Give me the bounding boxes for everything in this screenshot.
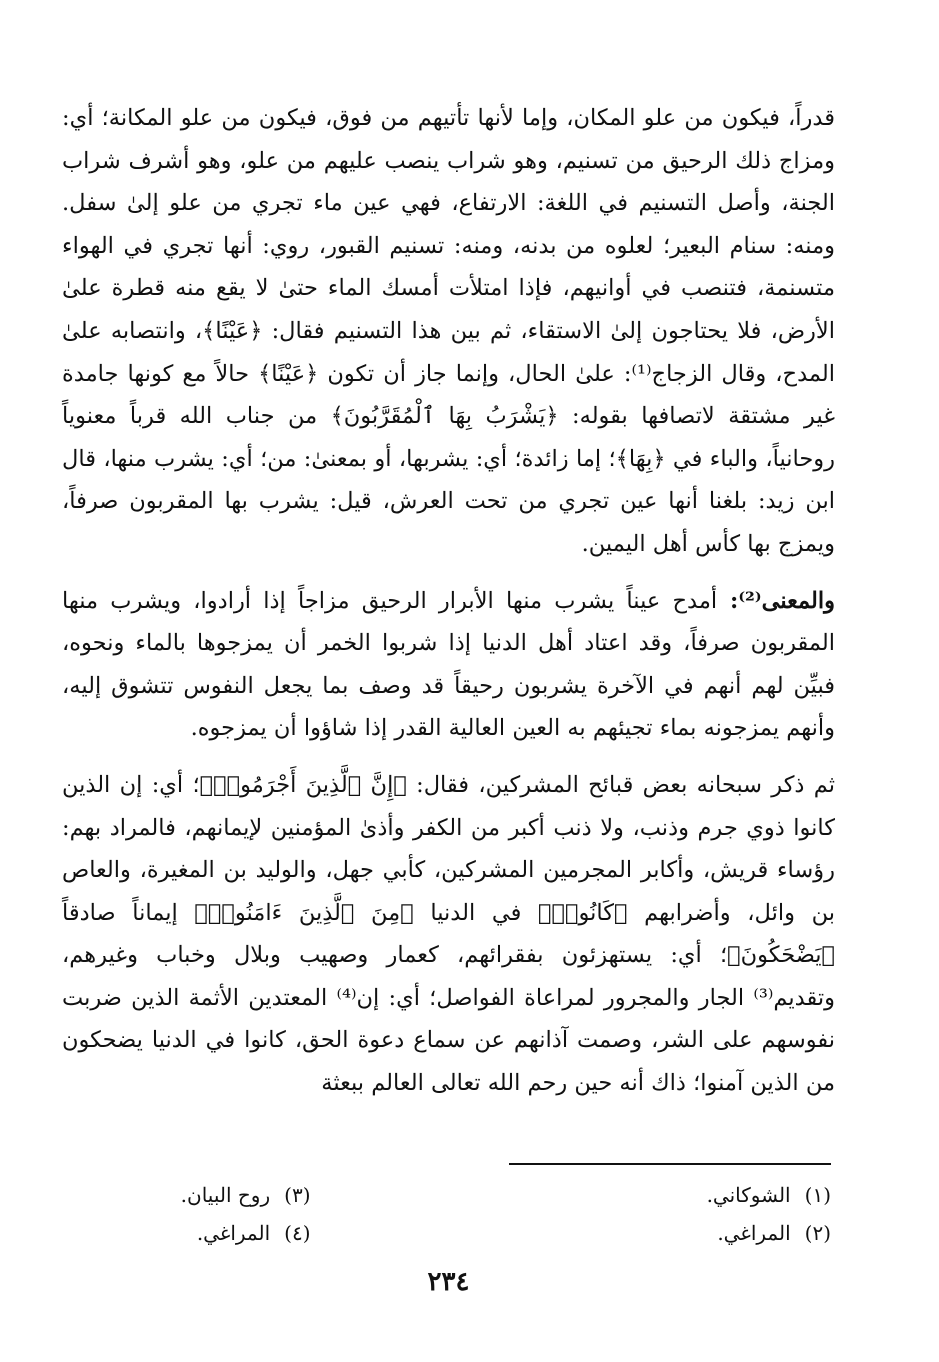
footnote-3: [62, 1176, 449, 1214]
footnotes: [62, 1176, 835, 1252]
footnote-number: (٢): [804, 1221, 831, 1245]
paragraph-2-lead: والمعنى⁽²⁾:: [717, 587, 835, 614]
footnote-text: المراغي.: [717, 1221, 791, 1245]
paragraph-1: قدراً، فيكون من علو المكان، وإما لأنها تأتيهم من فوق، فيكون من علو المكانة؛ أي: ومزاج ذلك الرحيق من تسنيم، وهو شراب ينصب عليهم من علو، وهو أشرف شراب الجنة، وأصل التسنيم في اللغة: الارتفاع، فهي عين ماء تجري من علو إلىٰ سفل. ومنه: سنام البعير؛ لعلوه من بدنه، ومنه: تسنيم القبور، روي: أنها تجري في الهواء متسنمة، فتنصب في أوانيهم، فإذا امتلأت أمسك الماء حتىٰ لا يقع منه قطرة علىٰ الأرض، فلا يحتاجون إلىٰ الاستقاء، ثم بين هذا التسنيم فقال: ﴿عَيْنًا﴾، وانتصابه علىٰ المدح، وقال الزجاج⁽¹⁾: علىٰ الحال، وإنما جاز أن تكون ﴿عَيْنًا﴾ حالاً مع كونها جامدة غير مشتقة لاتصافها بقوله: ﴿يَشْرَبُ بِهَا ٱلْمُقَرَّبُونَ﴾ من جناب الله قرباً معنوياً روحانياً، والباء في ﴿بِهَا﴾؛ إما زائدة؛ أي: يشربها، أو بمعنىٰ: من؛ أي: يشرب منها، قال ابن زيد: بلغنا أنها عين تجري من تحت العرش، قيل: يشرب بها المقربون صرفاً، ويمزج بها كأس أهل اليمين.: [62, 105, 835, 557]
footnote-number: (٤): [284, 1221, 311, 1245]
page-number: ٢٣٤: [427, 1267, 470, 1297]
paragraph-3: ثم ذكر سبحانه بعض قبائح المشركين، فقال: ﴿إِنَّ ٱلَّذِينَ أَجْرَمُوا۟﴾؛ أي: إن الذين كانوا ذوي جرم وذنب، ولا ذنب أكبر من الكفر وأذىٰ المؤمنين لإيمانهم، فالمراد بهم: رؤساء قريش، وأكابر المجرمين المشركين، كأبي جهل، والوليد بن المغيرة، والعاص بن وائل، وأضرابهم ﴿كَانُوا۟﴾ في الدنيا ﴿مِنَ ٱلَّذِينَ ءَامَنُوا۟﴾ إيماناً صادقاً ﴿يَضْحَكُونَ﴾؛ أي: يستهزئون بفقرائهم، كعمار وصهيب وبلال وخباب وغيرهم، وتقديم⁽³⁾ الجار والمجرور لمراعاة الفواصل؛ أي: إن⁽⁴⁾ المعتدين الأثمة الذين ضربت نفوسهم على الشر، وصمت آذانهم عن سماع دعوة الحق، كانوا في الدنيا يضحكون من الذين آمنوا؛ ذاك أنه حين رحم الله تعالى العالم ببعثة: [62, 771, 835, 1097]
footnote-text: المراغي.: [196, 1221, 271, 1245]
paragraph-2-text: أمدح عيناً يشرب منها الأبرار الرحيق مزاجاً إذا أرادوا، ويشرب منها المقربون صرفاً، وقد اعتاد أهل الدنيا إذا شربوا الخمر أن يمزجوها بالماء ونحوه، فبيِّن لهم أنهم في الآخرة يشربون رحيقاً قد وصف بما يجعل النفوس تتشوق إليه، وأنهم يمزجونه بماء تجيئهم به العين العالية القدر إذا شاؤوا أن يمزجوه.: [62, 587, 835, 742]
footnote-divider: [509, 1163, 831, 1165]
footnote-number: (٣): [284, 1183, 311, 1207]
page-body: [62, 97, 835, 1297]
paragraph-2: [62, 580, 835, 750]
footnote-number: (١): [804, 1183, 831, 1207]
footnote-4: [62, 1214, 449, 1252]
footnote-2: [449, 1214, 836, 1252]
footnote-text: روح البيان.: [180, 1183, 271, 1207]
footnote-text: الشوكاني.: [706, 1183, 791, 1207]
footnote-1: [449, 1176, 836, 1214]
